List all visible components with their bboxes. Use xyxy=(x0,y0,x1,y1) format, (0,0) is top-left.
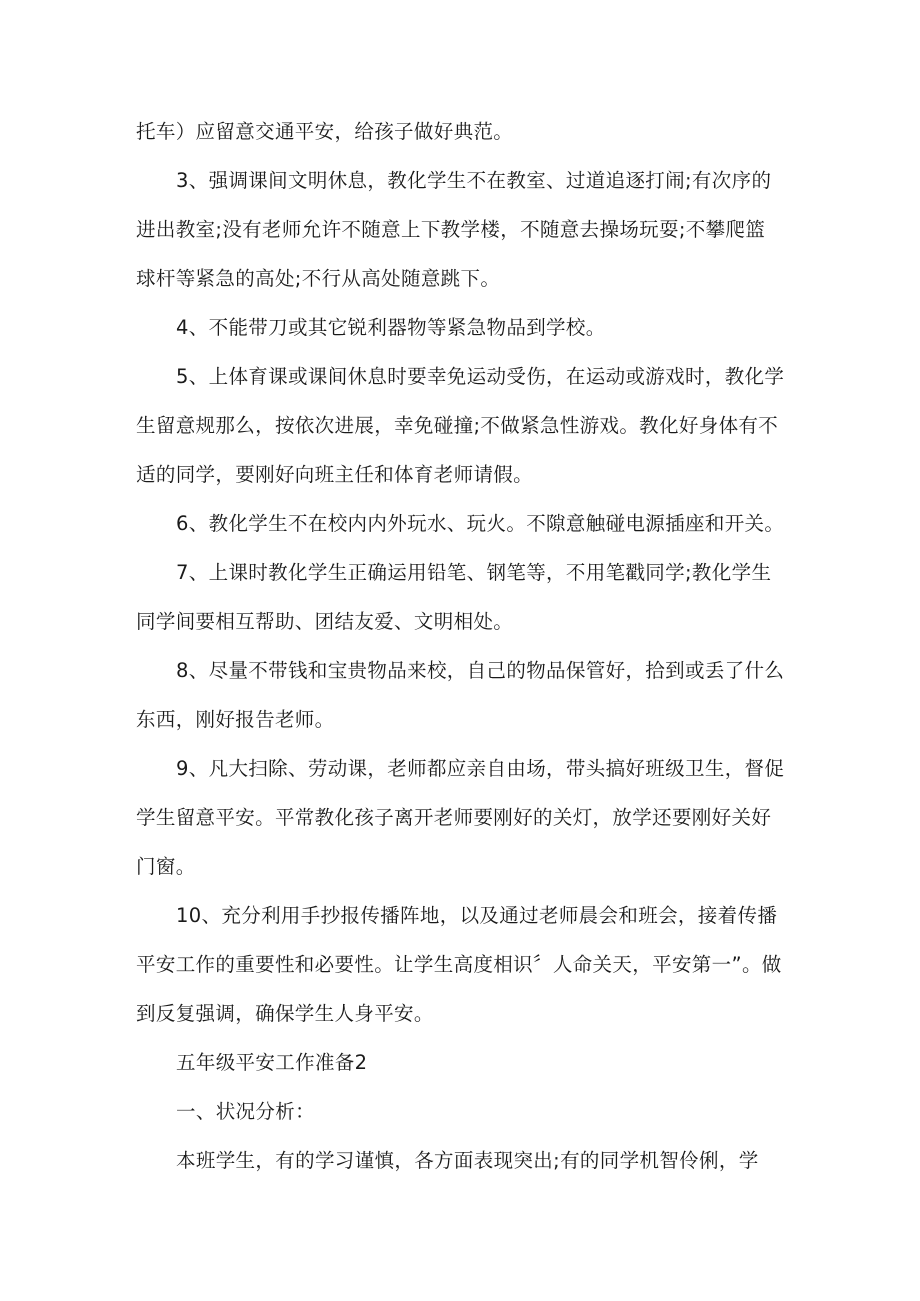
text-line: 东西，刚好报告老师。 xyxy=(136,708,335,731)
text-line: 适的同学，要刚好向班主任和体育老师请假。 xyxy=(136,463,534,486)
text-line: 平安工作的重要性和必要性。让学生高度相识〞人命关天，平安第一”。做 xyxy=(136,953,782,976)
text-line: 本班学生，有的学习谨慎，各方面表现突出;有的同学机智伶俐，学 xyxy=(176,1149,759,1172)
text-line: 9、凡大扫除、劳动课，老师都应亲自由场，带头搞好班级卫生，督促 xyxy=(176,757,785,780)
text-line: 到反复强调，确保学生人身平安。 xyxy=(136,1002,434,1025)
text-line: 8、尽量不带钱和宝贵物品来校，自己的物品保管好，拾到或丢了什么 xyxy=(176,659,785,682)
text-line: 6、教化学生不在校内内外玩水、玩火。不隙意触碰电源插座和开关。 xyxy=(176,512,785,535)
text-line: 门窗。 xyxy=(136,855,196,878)
text-line: 球杆等紧急的高处;不行从高处随意跳下。 xyxy=(136,267,501,290)
subsection-heading: 一、状况分析： xyxy=(176,1100,315,1123)
text-line: 生留意规那么，按依次进展，幸免碰撞;不做紧急性游戏。教化好身体有不 xyxy=(136,414,779,437)
text-line: 同学间要相互帮助、团结友爱、文明相处。 xyxy=(136,610,514,633)
text-line: 3、强调课间文明休息，教化学生不在教室、过道追逐打闹;有次序的 xyxy=(176,169,772,192)
section-heading: 五年级平安工作准备2 xyxy=(176,1051,368,1074)
text-line: 托车）应留意交通平安，给孩子做好典范。 xyxy=(136,120,514,143)
text-line: 7、上课时教化学生正确运用铅笔、钢笔等，不用笔戳同学;教化学生 xyxy=(176,561,772,584)
text-line: 学生留意平安。平常教化孩子离开老师要刚好的关灯，放学还要刚好关好 xyxy=(136,806,772,829)
text-line: 5、上体育课或课间休息时要幸免运动受伤，在运动或游戏时，教化学 xyxy=(176,365,785,388)
text-line: 进出教室;没有老师允许不随意上下教学楼，不随意去操场玩耍;不攀爬篮 xyxy=(136,218,766,241)
text-line: 10、充分利用手抄报传播阵地，以及通过老师晨会和班会，接着传播 xyxy=(176,904,778,927)
text-line: 4、不能带刀或其它锐利器物等紧急物品到学校。 xyxy=(176,316,606,339)
